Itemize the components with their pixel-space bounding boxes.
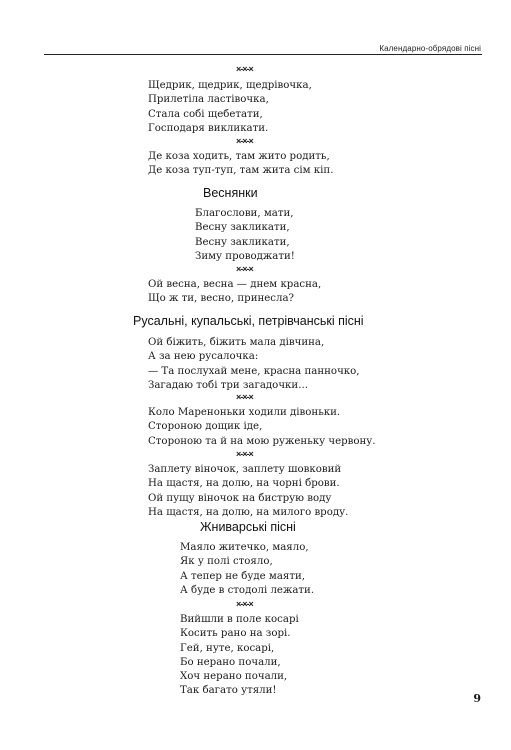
verse-schedryk — [148, 79, 312, 136]
verse-line: Стороною дощик іде, — [148, 421, 263, 433]
verse-line: Так багато утяли! — [180, 685, 277, 697]
verse-oi-bizhyt — [148, 336, 360, 393]
section-heading-zhnyvarski: Жниварські пісні — [200, 520, 296, 534]
verse-line: Заплету віночок, заплету шовковий — [148, 464, 342, 475]
verse-kosari — [180, 613, 299, 699]
verse-line: На щастя, на долю, на милого вроду. — [148, 506, 349, 518]
verse-line: Де коза туп-туп, там жита сім кіп. — [148, 165, 334, 177]
verse-maialo — [180, 541, 314, 598]
verse-line: Благослови, мати, — [195, 208, 294, 219]
verse-line: Хоч нерано почали, — [180, 671, 288, 683]
header-rule — [44, 54, 482, 55]
verse-line: Косить рано на зорі. — [180, 628, 291, 640]
verse-line: Весну закликати, — [195, 236, 290, 248]
verse-line: Щедрик, щедрик, щедрівочка, — [148, 80, 312, 91]
page-number: 9 — [473, 692, 481, 705]
verse-line: Прилетіла ластівочка, — [148, 94, 269, 106]
verse-divider: ×-×-× — [236, 136, 253, 146]
verse-line: Бо нерано почали, — [180, 656, 281, 668]
verse-divider: ×-×-× — [236, 64, 253, 74]
verse-line: Коло Мареноньки ходили дівоньки. — [148, 407, 341, 418]
section-heading-rusalni: Русальні, купальські, петрівчанські пісні — [133, 314, 364, 328]
verse-line: Маяло житечко, маяло, — [180, 542, 309, 553]
verse-line: Вийшли в поле косарі — [180, 614, 299, 625]
verse-line: Ой весна, весна — днем красна, — [148, 279, 322, 290]
running-header: Календарно-обрядові пісні — [379, 44, 481, 53]
verse-line: Де коза ходить, там жито родить, — [148, 151, 330, 162]
verse-line: Стала собі щебетати, — [148, 108, 263, 120]
verse-line: Господаря викликати. — [148, 122, 269, 134]
verse-line: Що ж ти, весно, принесла? — [148, 293, 295, 305]
verse-marenonky — [148, 406, 376, 449]
verse-line: Гей, нуте, косарі, — [180, 642, 275, 654]
verse-koza — [148, 150, 333, 179]
verse-oi-vesna — [148, 278, 321, 307]
verse-divider: ×-×-× — [236, 264, 253, 274]
verse-line: А тепер не буде маяти, — [180, 570, 306, 582]
verse-zapletu — [148, 463, 348, 520]
verse-line: Ой біжить, біжить мала дівчина, — [148, 337, 325, 348]
verse-line: На щастя, на долю, на чорні брови. — [148, 478, 340, 490]
verse-line: Як у полі стояло, — [180, 556, 273, 568]
verse-divider: ×-×-× — [236, 392, 253, 402]
verse-line: Зиму проводжати! — [195, 250, 295, 262]
verse-line: Стороною та й на мою руженьку червону. — [148, 435, 376, 447]
verse-line: Загадаю тобі три загадочки... — [148, 379, 308, 391]
verse-line: А буде в стодолі лежати. — [180, 584, 315, 596]
verse-line: А за нею русалочка: — [148, 351, 259, 363]
verse-line: Ой пущу віночок на биструю воду — [148, 492, 332, 504]
verse-divider: ×-×-× — [236, 599, 253, 609]
section-heading-vesnianky: Веснянки — [203, 186, 258, 200]
verse-line: — Та послухай мене, красна панночко, — [148, 365, 360, 377]
verse-divider: ×-×-× — [236, 449, 253, 459]
verse-line: Весну закликати, — [195, 222, 290, 234]
verse-blahoslovy — [195, 207, 295, 264]
